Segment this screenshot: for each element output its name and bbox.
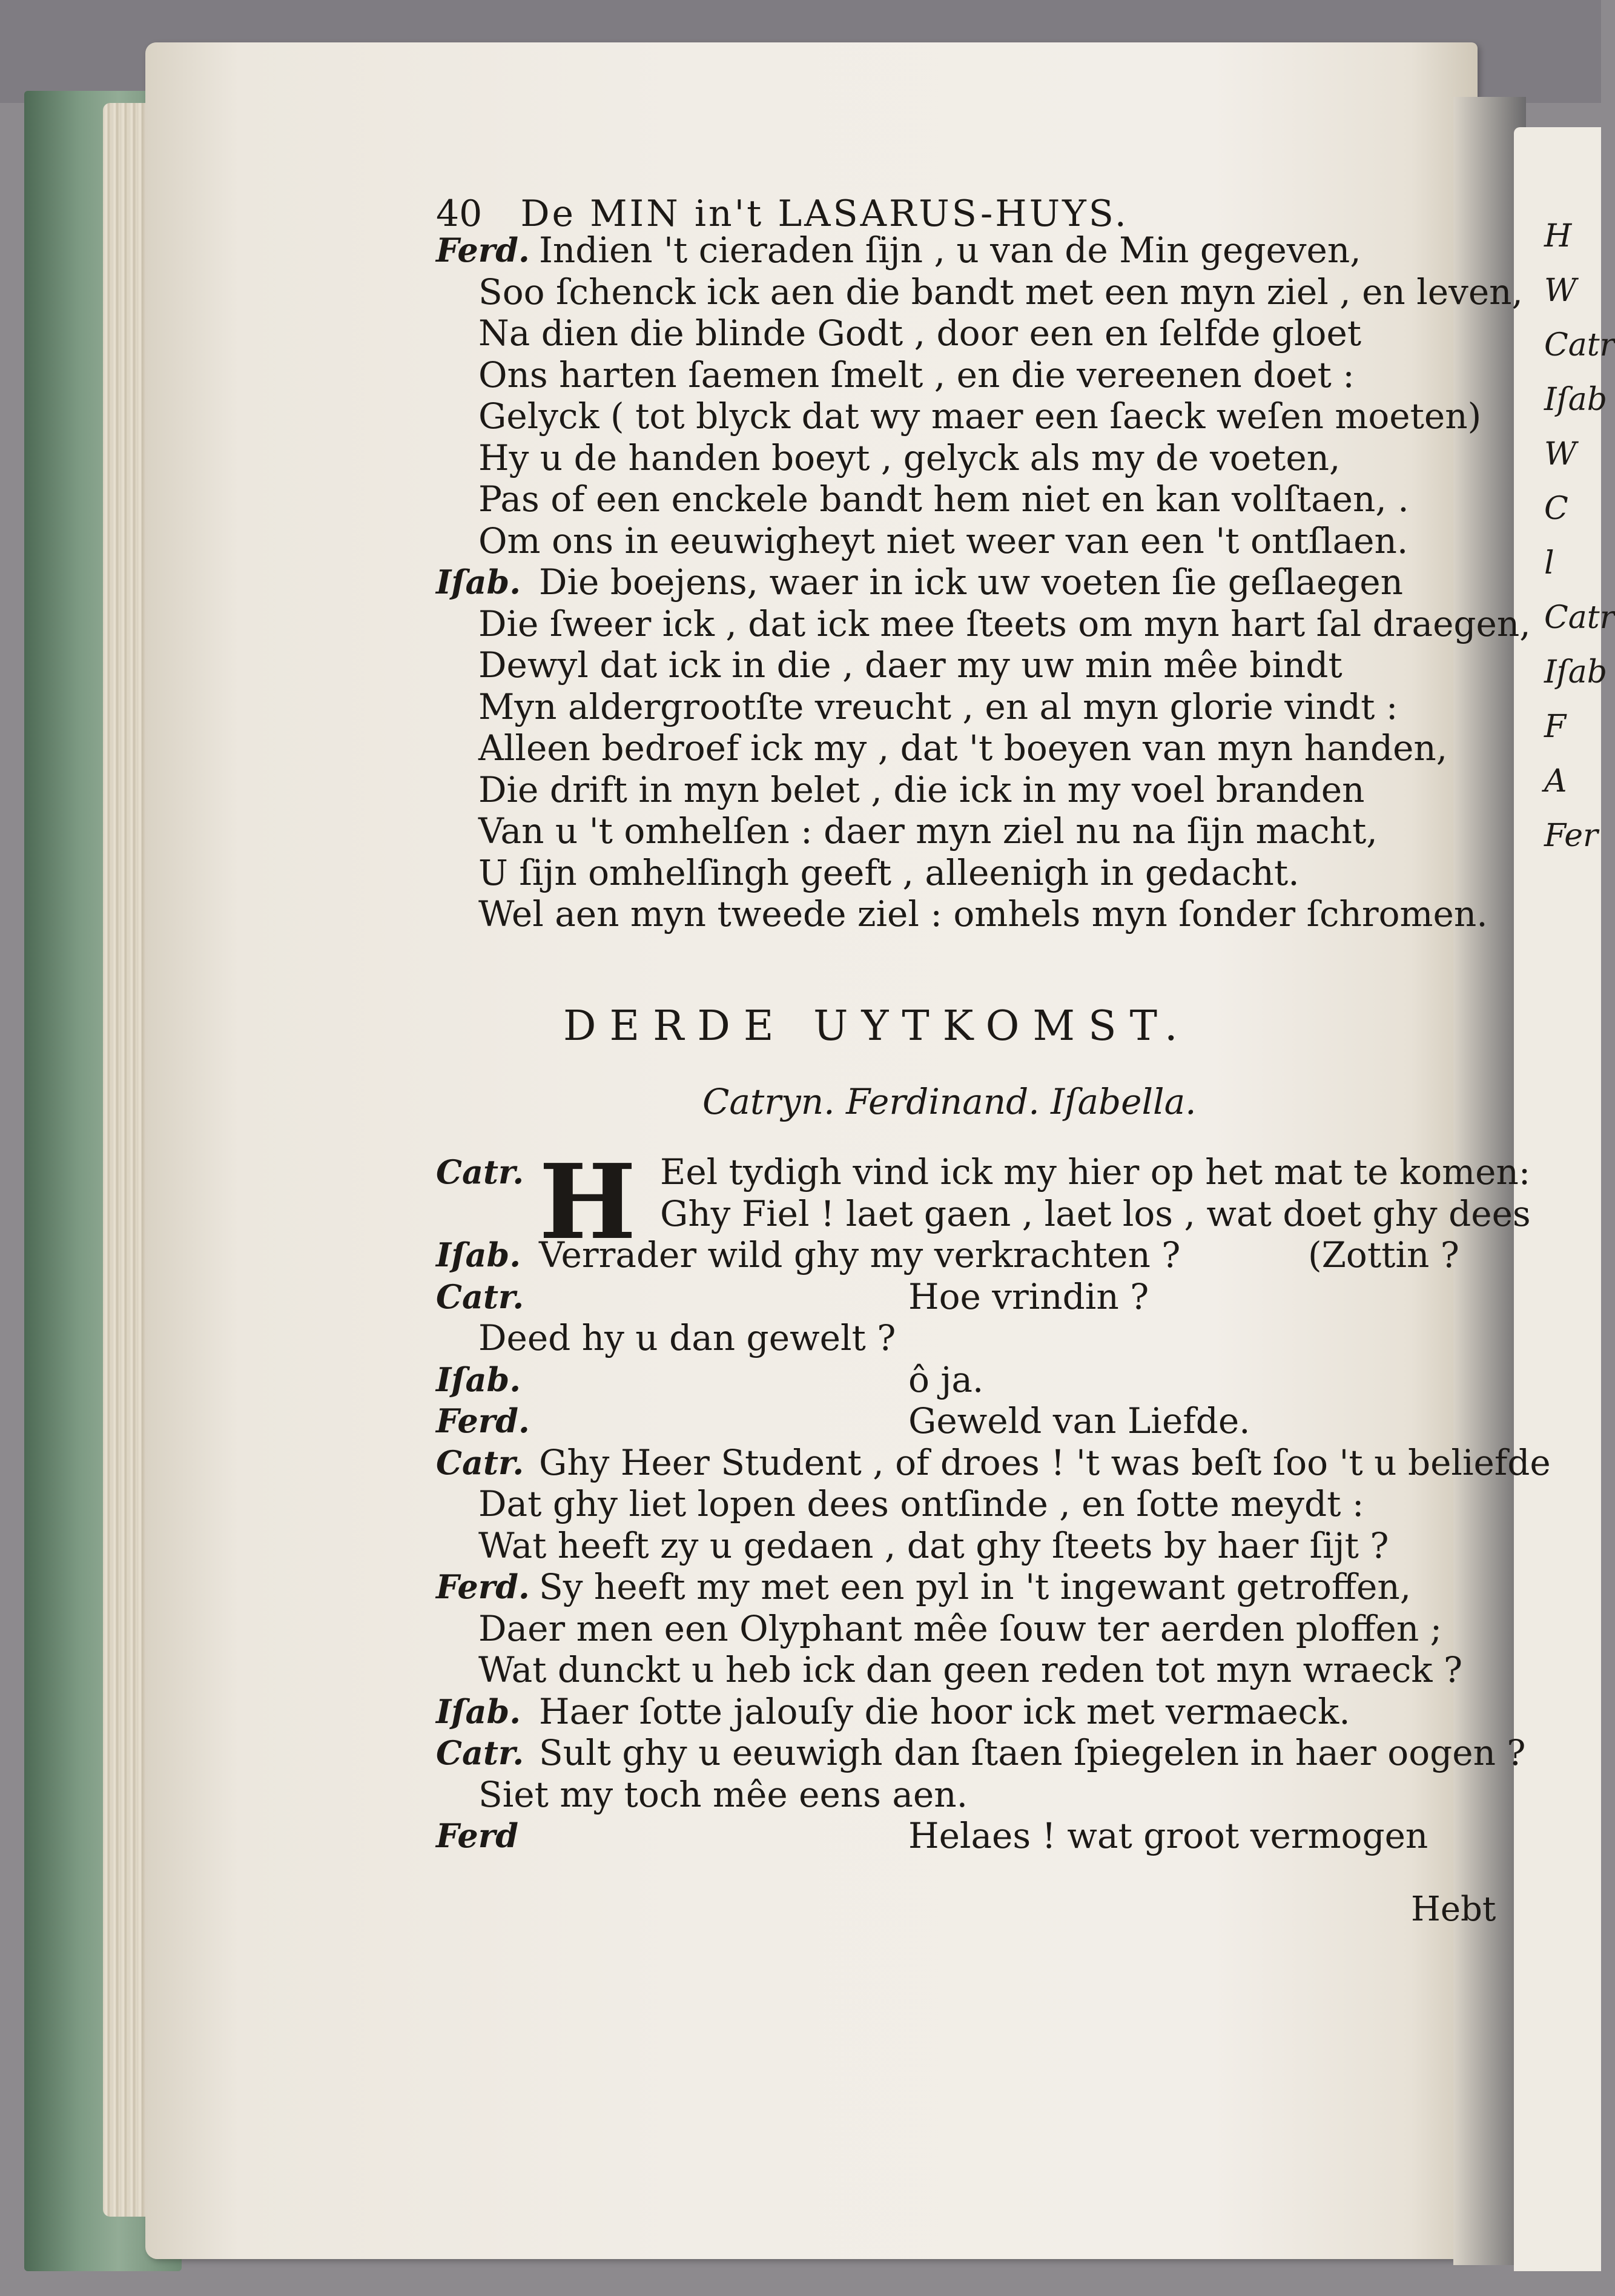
verse-line: Soo ſchenck ick aen die bandt met een myn ziel , en leven, xyxy=(478,271,1523,313)
verse-line: Verrader wild ghy my verkrachten ? xyxy=(539,1234,1181,1275)
facing-page-fragment: H xyxy=(1544,218,1572,254)
verse-line: Siet my toch mêe eens aen. xyxy=(478,1773,968,1815)
facing-page-fragment: Fer xyxy=(1544,818,1598,854)
facing-page-fragment: Catr xyxy=(1544,327,1615,363)
verse-line: Hoe vrindin ? xyxy=(908,1275,1149,1317)
verse-line: U ſijn omhelſingh geeft , alleenigh in gedacht. xyxy=(478,852,1300,893)
speaker-label: Catr. xyxy=(436,1443,524,1482)
facing-page-fragment: W xyxy=(1544,436,1577,472)
facing-page-fragment: W xyxy=(1544,273,1577,309)
verse-line: Helaes ! wat groot vermogen xyxy=(908,1815,1428,1856)
verse-line: Haer ſotte jalouſy die hoor ick met vermaeck. xyxy=(539,1690,1350,1732)
verse-line: Die ſweer ick , dat ick mee ſteets om myn hart ſal draegen, xyxy=(478,603,1531,644)
speaker-label: Ferd. xyxy=(436,1401,530,1440)
verse-line-tail: (Zottin ? xyxy=(1308,1234,1459,1275)
facing-page-fragment: Iſab xyxy=(1544,654,1608,690)
scene-heading: DERDE UYTKOMST. xyxy=(563,1002,1191,1050)
drop-cap: H xyxy=(539,1142,636,1263)
facing-page-fragment: Catr xyxy=(1544,600,1615,636)
verse-line: Geweld van Liefde. xyxy=(908,1400,1250,1441)
verse-line: Ons harten ſaemen ſmelt , en die vereenen doet : xyxy=(478,354,1355,395)
facing-page-fragment: l xyxy=(1544,545,1554,581)
speaker-label: Iſab. xyxy=(436,563,521,601)
verse-line: Gelyck ( tot blyck dat wy maer een ſaeck weſen moeten) xyxy=(478,395,1482,437)
verse-line: Wat heeft zy u gedaen , dat ghy ſteets by haer ſijt ? xyxy=(478,1524,1389,1566)
verse-line: Indien 't cieraden ſijn , u van de Min gegeven, xyxy=(539,230,1361,271)
speaker-label: Iſab. xyxy=(436,1692,521,1731)
verse-line: Wat dunckt u heb ick dan geen reden tot myn wraeck ? xyxy=(478,1649,1463,1690)
facing-page-fragment: A xyxy=(1544,763,1567,799)
speaker-label: Catr. xyxy=(436,1733,524,1772)
verse-line: Pas of een enckele bandt hem niet en kan volſtaen, . xyxy=(478,478,1409,520)
speaker-label: Catr. xyxy=(436,1153,524,1191)
speaker-label: Ferd. xyxy=(436,231,530,270)
verse-line: Ghy Heer Student , of droes ! 't was beſt ſoo 't u beliefde xyxy=(539,1441,1551,1483)
facing-page-fragment: Iſab xyxy=(1544,382,1608,418)
verse-line: Die boejens, waer in ick uw voeten ſie geſlaegen xyxy=(539,561,1403,603)
verse-line: Wel aen myn tweede ziel : omhels myn ſonder ſchromen. xyxy=(478,893,1488,935)
verse-line: Myn aldergrootſte vreucht , en al myn glorie vindt : xyxy=(478,686,1398,727)
verse-line: Dat ghy liet lopen dees ontſinde , en ſotte meydt : xyxy=(478,1483,1364,1524)
verse-line: Van u 't omhelſen : daer myn ziel nu na ſijn macht, xyxy=(478,810,1378,852)
verse-line: Eel tydigh vind ick my hier op het mat te komen: xyxy=(660,1151,1531,1193)
verse-line: Hy u de handen boeyt , gelyck als my de voeten, xyxy=(478,437,1341,478)
facing-page-fragment: F xyxy=(1544,709,1567,745)
verse-line: Die drift in myn belet , die ick in my voel branden xyxy=(478,769,1365,810)
page-number: 40 xyxy=(436,193,483,235)
speaker-label: Ferd xyxy=(436,1816,518,1855)
speaker-label: Catr. xyxy=(436,1277,524,1316)
verse-line: Daer men een Olyphant mêe ſouw ter aerden ploffen ; xyxy=(478,1607,1442,1649)
speaker-label: Iſab. xyxy=(436,1360,521,1399)
verse-line: ô ja. xyxy=(908,1358,984,1400)
verse-line: Alleen bedroef ick my , dat 't boeyen van myn handen, xyxy=(478,727,1448,769)
cast-list: Catryn. Ferdinand. Iſabella. xyxy=(702,1081,1197,1122)
running-title: De MIN in't LASARUS-HUYS. xyxy=(520,193,1129,235)
speaker-label: Iſab. xyxy=(436,1236,521,1274)
verse-line: Na dien die blinde Godt , door een en ſelfde gloet xyxy=(478,313,1362,354)
verse-line: Om ons in eeuwigheyt niet weer van een 't ontſlaen. xyxy=(478,520,1409,561)
verse-line: Sy heeft my met een pyl in 't ingewant getroffen, xyxy=(539,1566,1412,1607)
verse-line: Sult ghy u eeuwigh dan ſtaen ſpiegelen in haer oogen ? xyxy=(539,1732,1526,1773)
catchword: Hebt xyxy=(1411,1890,1496,1929)
verse-line: Ghy Fiel ! laet gaen , laet los , wat doet ghy dees xyxy=(660,1193,1531,1234)
speaker-label: Ferd. xyxy=(436,1567,530,1606)
verse-line: Deed hy u dan gewelt ? xyxy=(478,1317,896,1358)
verse-line: Dewyl dat ick in die , daer my uw min mêe bindt xyxy=(478,644,1343,686)
facing-page-fragment: C xyxy=(1544,491,1568,527)
